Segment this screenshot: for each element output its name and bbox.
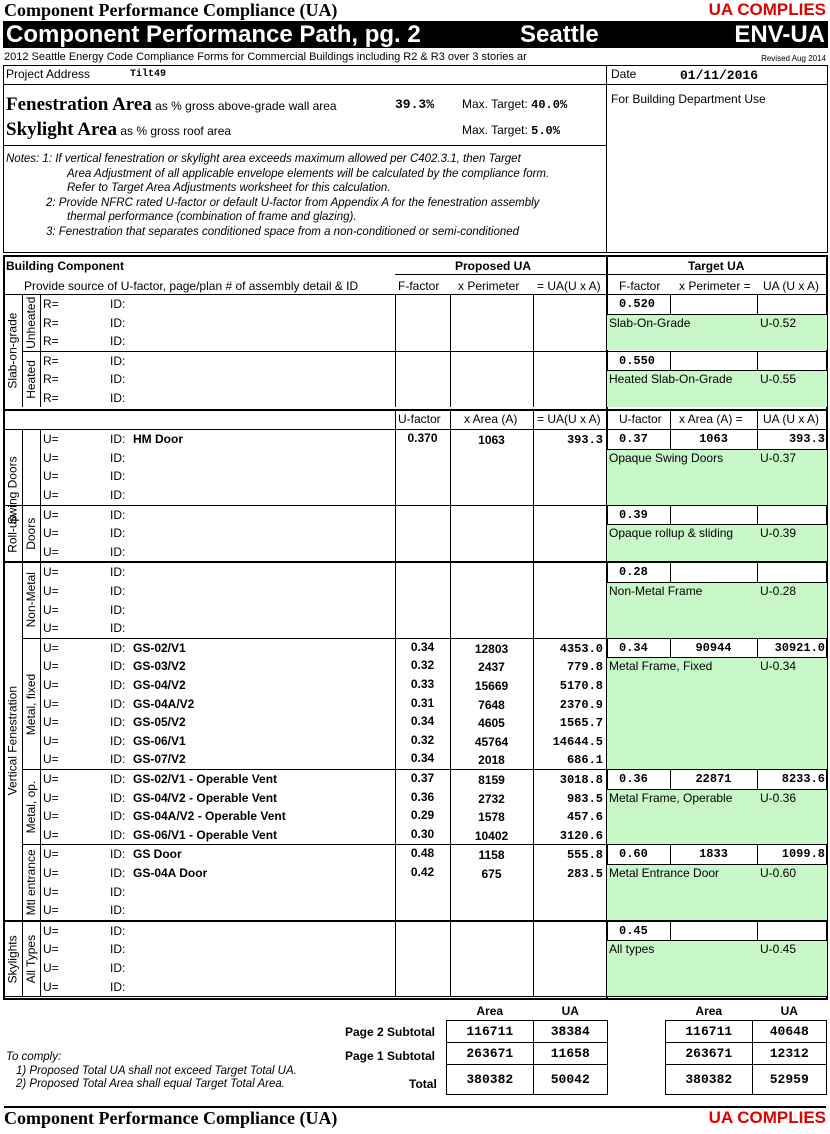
id-field[interactable]: ID: [110, 640, 126, 655]
area: 7648 [478, 697, 505, 712]
target-ua: 1099.8 [781, 847, 825, 862]
u-field[interactable]: U= [43, 488, 59, 502]
proposed-total-ua: 50042 [533, 1064, 607, 1094]
u-factor: 0.31 [410, 695, 435, 710]
target-name: Non-Metal Frame [609, 584, 703, 598]
target-ffactor: 0.550 [619, 353, 656, 368]
u-field[interactable]: U= [43, 752, 59, 767]
u-field[interactable]: U= [43, 659, 59, 674]
slab-unheated-label: Unheated [24, 296, 38, 349]
proposed-ua-label: Proposed UA [455, 259, 532, 273]
id-field[interactable]: ID: [110, 696, 126, 711]
assembly-id: GS-04A/V2 [133, 696, 195, 711]
u-field[interactable]: U= [43, 526, 59, 541]
ua-value: 2370.9 [559, 697, 603, 712]
id-field[interactable]: ID: [110, 372, 126, 387]
target-name: Metal Frame, Fixed [609, 659, 713, 674]
form-title: Component Performance Path, pg. 2 [6, 20, 421, 48]
building-component-label: Building Component [6, 259, 124, 273]
ua-value: 3120.6 [559, 828, 603, 843]
fenestration-area-label: Fenestration Area as % gross above-grade wall area [6, 94, 337, 115]
u-factor: 0.370 [407, 431, 438, 446]
proposed-total-area: 380382 [447, 1064, 534, 1094]
id-field[interactable]: ID: [110, 565, 126, 580]
u-field[interactable]: U= [43, 847, 59, 862]
col-target-ffactor: F-factor [619, 279, 661, 293]
u-field[interactable]: U= [43, 544, 59, 559]
date-value[interactable]: 01/11/2016 [680, 68, 759, 83]
revision-label: Revised Aug 2014 [761, 54, 826, 63]
total-label: Total [409, 1077, 437, 1091]
footer-status: UA COMPLIES [708, 1108, 826, 1127]
date-label: Date [611, 67, 637, 81]
rollup-label2: Doors [24, 517, 38, 550]
id-field[interactable]: ID: [110, 866, 126, 880]
target-u: U-0.45 [760, 942, 797, 957]
col-target-perimeter: x Perimeter = [679, 279, 751, 293]
target-p1-ua: 12312 [752, 1042, 826, 1064]
area: 45764 [474, 734, 509, 749]
assembly-id: GS Door [133, 847, 182, 862]
col-perimeter: x Perimeter [458, 279, 520, 293]
area: 1158 [478, 848, 505, 863]
page1-subtotal-label: Page 1 Subtotal [345, 1049, 436, 1063]
u-factor: 0.29 [410, 808, 435, 823]
city-label: Seattle [520, 20, 599, 48]
target-descriptor [607, 657, 827, 769]
r-value-field[interactable]: R= [43, 334, 59, 349]
u-field[interactable]: U= [43, 584, 59, 598]
op-label: Metal, op. [24, 780, 38, 834]
area: 12803 [474, 641, 509, 656]
comply-notes: To comply: 1) Proposed Total UA shall not exceed Target Total UA. 2) Proposed Total Area shall equal Target Total Area. [6, 1051, 297, 1090]
vertical-fenestration-label: Vertical Fenestration [5, 686, 20, 797]
form-code: ENV-UA [734, 20, 825, 48]
target-ufactor: 0.36 [619, 772, 648, 786]
proposed-p1-area: 263671 [447, 1042, 534, 1064]
target-area: 22871 [695, 772, 732, 786]
assembly-id: GS-04A Door [133, 866, 208, 880]
target-area: 90944 [695, 640, 732, 655]
col-head: = UA(U x A) [537, 411, 601, 426]
u-field[interactable]: U= [43, 450, 59, 465]
proposed-summary [446, 1003, 608, 1095]
ua-value: 393.3 [566, 433, 603, 448]
id-field[interactable]: ID: [110, 752, 126, 767]
id-field[interactable]: ID: [110, 659, 126, 674]
header-title: Component Performance Compliance (UA) [4, 0, 338, 20]
id-field[interactable]: ID: [110, 450, 126, 465]
target-ua: 8233.6 [781, 772, 825, 786]
subtitle-row [4, 49, 826, 63]
u-field[interactable]: U= [43, 602, 59, 617]
fen-max-label: Max. Target: 40.0% [462, 97, 568, 112]
area: 15669 [474, 679, 509, 693]
page-header [4, 0, 826, 20]
id-field[interactable]: ID: [110, 942, 126, 957]
id-field[interactable]: ID: [110, 733, 126, 748]
id-field[interactable]: ID: [110, 903, 126, 918]
target-name: Metal Frame, Operable [609, 790, 733, 805]
target-ufactor: 0.28 [619, 565, 648, 580]
target-p2-area: 116711 [666, 1020, 753, 1042]
target-name: All types [609, 942, 655, 957]
fenestration-area-value: 39.3% [395, 97, 435, 112]
footer-title: Component Performance Compliance (UA) [4, 1107, 338, 1128]
target-u: U-0.36 [760, 790, 797, 805]
id-field[interactable]: ID: [110, 715, 126, 730]
assembly-id: GS-06/V1 - Operable Vent [133, 827, 278, 842]
assembly-id: GS-04A/V2 - Operable Vent [133, 809, 286, 824]
rollup-label1: Roll-up [5, 514, 20, 553]
assembly-id: HM Door [133, 432, 183, 447]
title-band [3, 21, 828, 48]
target-area: 1063 [699, 432, 728, 447]
target-ufactor: 0.60 [619, 847, 648, 862]
area: 4605 [478, 716, 505, 731]
id-field[interactable]: ID: [110, 353, 126, 368]
u-factor: 0.32 [410, 732, 435, 747]
r-value-field[interactable]: R= [43, 391, 59, 405]
id-field[interactable]: ID: [110, 526, 126, 541]
ua-value: 14644.5 [552, 734, 603, 749]
u-field[interactable]: U= [43, 827, 59, 842]
dept-use-label: For Building Department Use [611, 92, 766, 106]
u-field[interactable]: U= [43, 696, 59, 711]
target-p1-area: 263671 [666, 1042, 753, 1064]
u-field[interactable]: U= [43, 565, 59, 580]
notes: Notes: 1: If vertical fenestration or skylight area exceeds maximum allowed per C402.3.1, then Target Area Adjustment of all applicable envelope elements will be calculated by the compliance form. Refer to Target Area Adjustments worksheet for this calculation. 2: Provide NFRC rated U-factor or default U-factor from Appendix A for the fenestration assembly thermal performance (combination of frame and glazing). 3: Fenestration that separates conditioned space from a non-conditioned or semi-conditioned [6, 153, 550, 238]
id-field[interactable]: ID: [110, 790, 126, 805]
id-field[interactable]: ID: [110, 884, 126, 899]
area: 1578 [478, 810, 505, 825]
ua-value: 686.1 [566, 753, 603, 768]
target-name: Heated Slab-On-Grade [609, 372, 733, 387]
page-footer [4, 1106, 826, 1128]
ua-value: 4353.0 [559, 641, 603, 656]
target-name: Slab-On-Grade [609, 315, 691, 330]
assembly-id: GS-02/V1 [133, 640, 186, 655]
entrance-label: Mtl entrance [24, 849, 38, 916]
u-factor: 0.34 [410, 751, 435, 766]
r-value-field[interactable]: R= [43, 353, 59, 368]
u-factor: 0.30 [410, 826, 435, 841]
target-u: U-0.55 [760, 372, 797, 387]
col-head: UA (U x A) [763, 411, 820, 426]
target-ffactor: 0.520 [619, 297, 656, 311]
target-summary [665, 1003, 827, 1095]
u-factor: 0.48 [410, 846, 435, 861]
col-head: U-factor [619, 411, 662, 426]
proposed-p1-ua: 11658 [533, 1042, 607, 1064]
u-field[interactable]: U= [43, 678, 59, 692]
id-field[interactable]: ID: [110, 961, 126, 975]
area: 2437 [478, 660, 505, 675]
ua-value: 555.8 [566, 848, 603, 863]
target-u: U-0.28 [760, 584, 797, 598]
id-field[interactable]: ID: [110, 391, 126, 405]
u-field[interactable]: U= [43, 715, 59, 730]
area: 1063 [478, 433, 505, 448]
id-field[interactable]: ID: [110, 979, 126, 994]
target-ufactor: 0.39 [619, 507, 648, 522]
u-field[interactable]: U= [43, 942, 59, 957]
fixed-label: Metal, fixed [24, 673, 38, 735]
target-ua-label: Target UA [688, 259, 745, 273]
ua-value: 283.5 [566, 867, 603, 881]
compliance-status: UA COMPLIES [708, 0, 826, 19]
u-field[interactable]: U= [43, 507, 59, 522]
u-factor: 0.36 [410, 789, 435, 804]
id-field[interactable]: ID: [110, 488, 126, 502]
u-factor: 0.42 [410, 865, 435, 879]
ua-value: 779.8 [566, 660, 603, 675]
u-field[interactable]: U= [43, 432, 59, 447]
u-field[interactable]: U= [43, 903, 59, 918]
target-u: U-0.52 [760, 315, 797, 330]
u-factor: 0.37 [410, 771, 435, 785]
sum-ua-head: UA [752, 1003, 826, 1020]
u-field[interactable]: U= [43, 640, 59, 655]
sky-label2: All Types [24, 934, 38, 984]
u-factor: 0.34 [410, 639, 435, 654]
sum-ua-head: UA [533, 1003, 607, 1020]
proposed-p2-area: 116711 [447, 1020, 534, 1042]
r-value-field[interactable]: R= [43, 315, 59, 330]
area: 2018 [478, 753, 505, 768]
col-head: x Area (A) = [679, 411, 743, 426]
source-instruction: Provide source of U-factor, page/plan # of assembly detail & ID [24, 279, 359, 293]
assembly-id: GS-05/V2 [133, 715, 186, 730]
assembly-id: GS-04/V2 [133, 678, 186, 692]
u-factor: 0.34 [410, 714, 435, 729]
id-field[interactable]: ID: [110, 847, 126, 862]
target-ua: 30921.0 [774, 640, 825, 655]
slab-heated-label: Heated [24, 360, 38, 400]
project-address-value[interactable]: Tilt49 [130, 69, 167, 80]
ua-value: 3018.8 [559, 773, 603, 787]
u-field[interactable]: U= [43, 621, 59, 636]
area: 2732 [478, 791, 505, 806]
slab-on-grade-label: Slab-on-grade [5, 312, 20, 389]
target-ufactor: 0.37 [619, 432, 648, 447]
assembly-id: GS-02/V1 - Operable Vent [133, 772, 278, 786]
u-field[interactable]: U= [43, 961, 59, 975]
id-field[interactable]: ID: [110, 315, 126, 330]
id-field[interactable]: ID: [110, 809, 126, 824]
id-field[interactable]: ID: [110, 297, 126, 311]
u-field[interactable]: U= [43, 923, 59, 938]
col-target-ua: UA (U x A) [763, 279, 820, 293]
r-value-field[interactable]: R= [43, 372, 59, 387]
target-ufactor: 0.45 [619, 923, 648, 938]
proposed-p2-ua: 38384 [533, 1020, 607, 1042]
area: 8159 [478, 773, 505, 787]
target-u: U-0.39 [760, 526, 797, 541]
u-field[interactable]: U= [43, 979, 59, 994]
u-factor: 0.33 [410, 677, 435, 691]
ua-value: 1565.7 [559, 716, 603, 731]
sum-area-head: Area [447, 1003, 534, 1020]
sum-area-head: Area [666, 1003, 753, 1020]
ua-value: 5170.8 [559, 679, 603, 693]
id-field[interactable]: ID: [110, 544, 126, 559]
sky-label1: Skylights [5, 934, 20, 984]
area: 10402 [474, 828, 509, 843]
project-address-label: Project Address [6, 67, 91, 81]
assembly-id: GS-03/V2 [133, 659, 186, 674]
skylight-area-label: Skylight Area as % gross roof area [6, 119, 232, 140]
id-field[interactable]: ID: [110, 507, 126, 522]
target-area: 1833 [699, 847, 728, 862]
col-ffactor: F-factor [398, 279, 440, 293]
id-field[interactable]: ID: [110, 602, 126, 617]
assembly-id: GS-04/V2 - Operable Vent [133, 790, 278, 805]
id-field[interactable]: ID: [110, 432, 126, 447]
u-field[interactable]: U= [43, 866, 59, 880]
u-field[interactable]: U= [43, 884, 59, 899]
id-field[interactable]: ID: [110, 621, 126, 636]
target-u: U-0.60 [760, 866, 797, 880]
assembly-id: GS-07/V2 [133, 752, 186, 767]
id-field[interactable]: ID: [110, 827, 126, 842]
id-field[interactable]: ID: [110, 772, 126, 786]
u-field[interactable]: U= [43, 469, 59, 484]
target-ufactor: 0.34 [619, 640, 648, 655]
r-value-field[interactable]: R= [43, 297, 59, 311]
target-p2-ua: 40648 [752, 1020, 826, 1042]
target-name: Metal Entrance Door [609, 866, 720, 880]
target-total-ua: 52959 [752, 1064, 826, 1094]
sky-max-label: Max. Target: 5.0% [462, 123, 560, 138]
assembly-id: GS-06/V1 [133, 733, 186, 748]
ua-value: 457.6 [566, 810, 603, 825]
id-field[interactable]: ID: [110, 584, 126, 598]
nonmetal-label: Non-Metal [24, 572, 38, 629]
target-name: Opaque rollup & sliding [609, 526, 734, 541]
u-field[interactable]: U= [43, 809, 59, 824]
col-head: x Area (A) [464, 411, 518, 426]
target-name: Opaque Swing Doors [609, 450, 724, 465]
id-field[interactable]: ID: [110, 334, 126, 349]
id-field[interactable]: ID: [110, 923, 126, 938]
col-ua: = UA(U x A) [537, 279, 601, 293]
u-field[interactable]: U= [43, 772, 59, 786]
id-field[interactable]: ID: [110, 678, 126, 692]
subtitle: 2012 Seattle Energy Code Compliance Forms for Commercial Buildings including R2 & R3 over 3 stories ar [4, 51, 527, 63]
u-field[interactable]: U= [43, 790, 59, 805]
swing-doors-label: Swing Doors [5, 456, 20, 525]
target-total-area: 380382 [666, 1064, 753, 1094]
id-field[interactable]: ID: [110, 469, 126, 484]
target-u: U-0.34 [760, 659, 797, 674]
target-u: U-0.37 [760, 450, 797, 465]
target-ua: 393.3 [788, 432, 825, 447]
u-factor: 0.32 [410, 658, 435, 673]
area: 675 [481, 867, 502, 881]
ua-value: 983.5 [566, 791, 603, 806]
page2-subtotal-label: Page 2 Subtotal [345, 1025, 436, 1039]
u-field[interactable]: U= [43, 733, 59, 748]
col-head: U-factor [398, 411, 441, 426]
